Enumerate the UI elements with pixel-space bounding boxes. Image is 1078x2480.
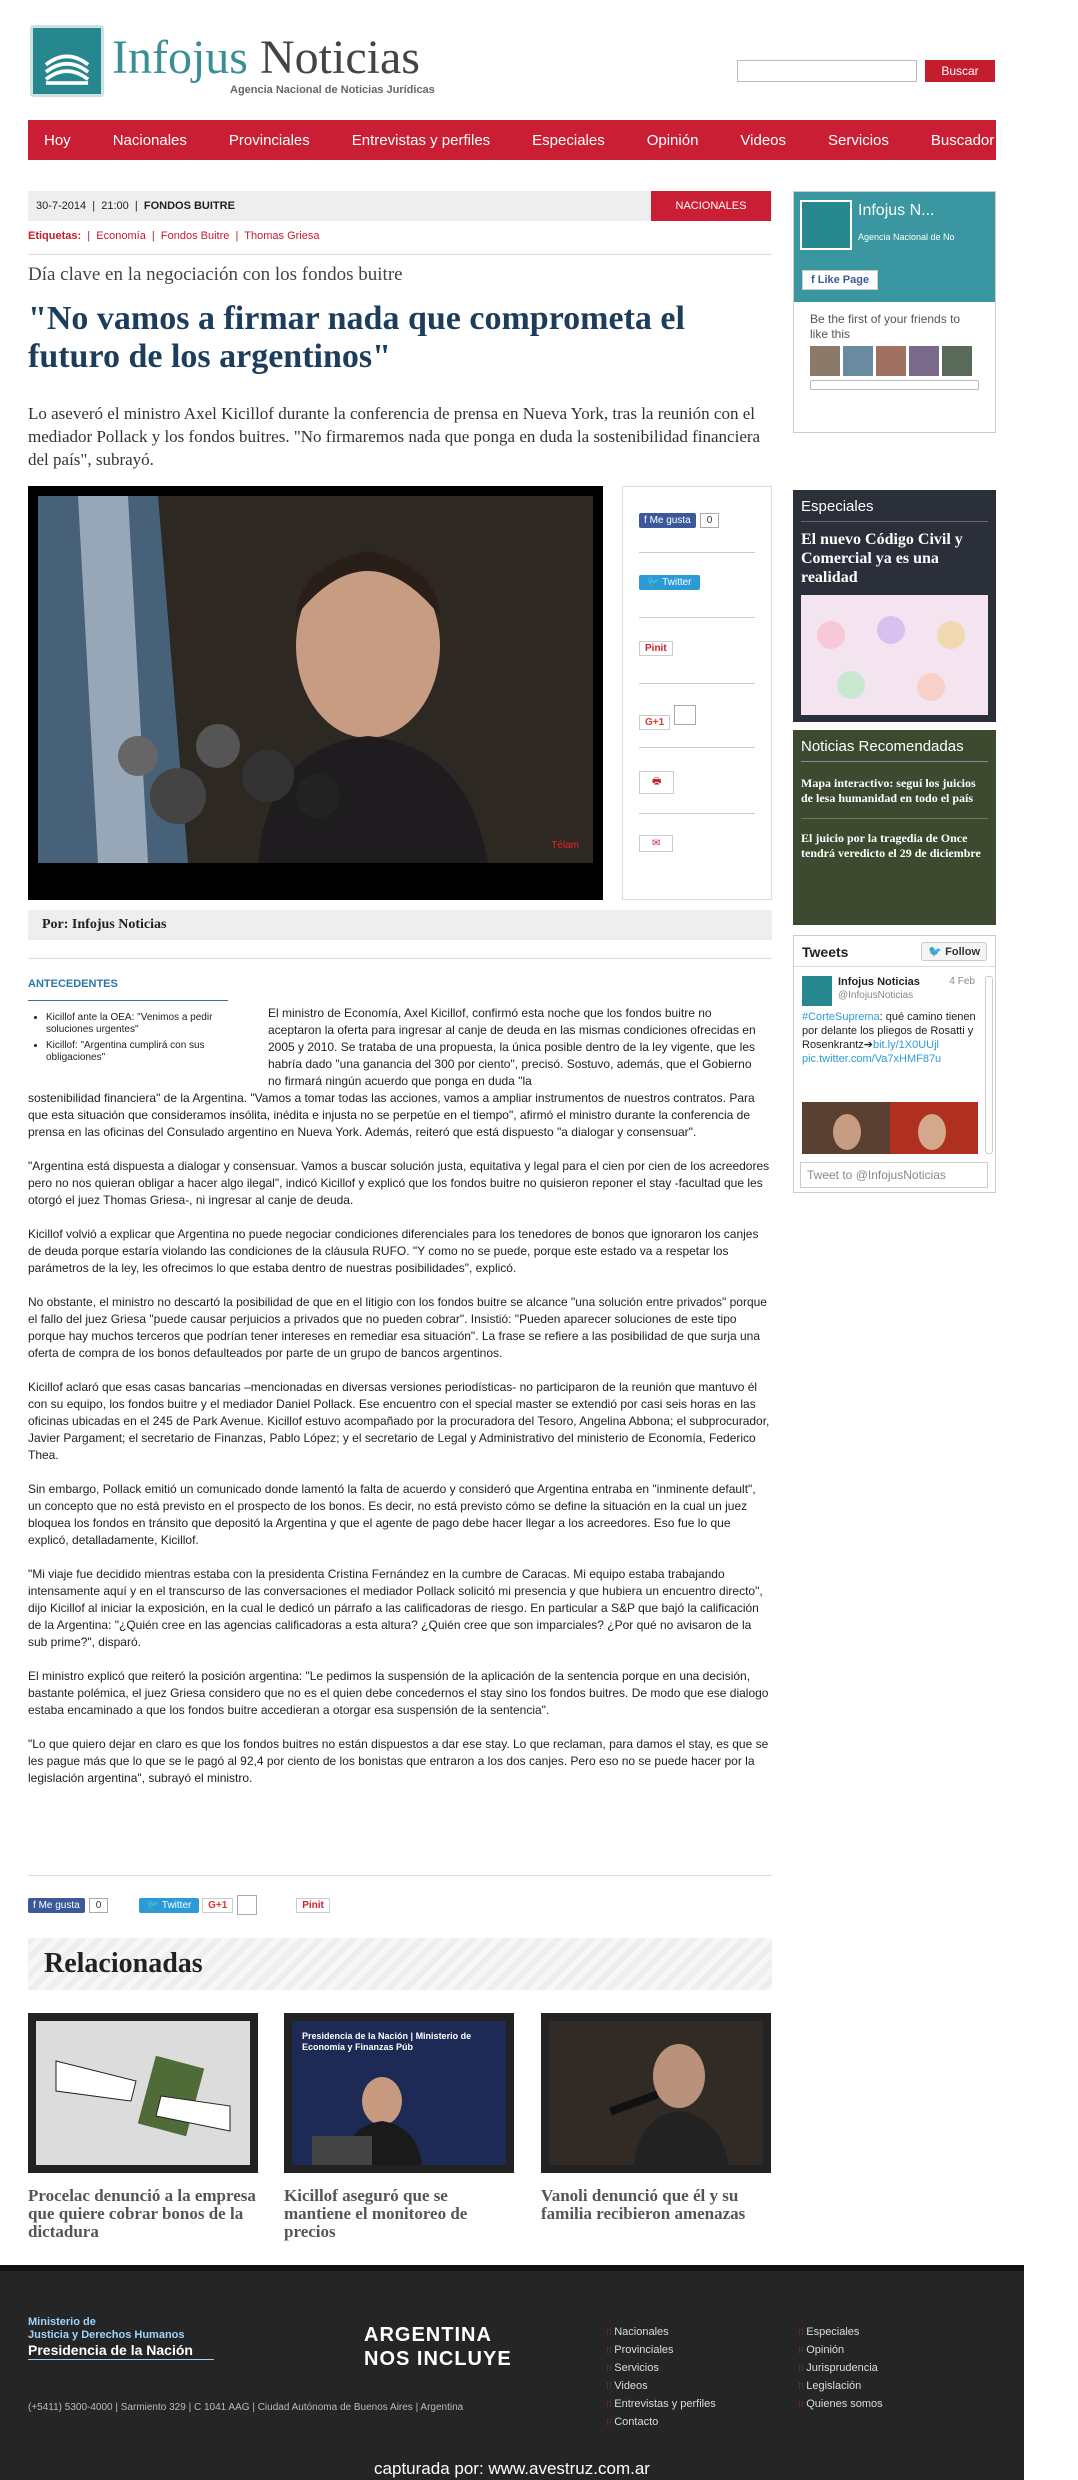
official-speaking-image: [549, 2021, 763, 2165]
article-time: 21:00: [101, 200, 129, 212]
book-logo-icon: [33, 28, 101, 94]
article-paragraph: "Argentina está dispuesta a dialogar y consensuar. Vamos a buscar solución justa, equitativa y legal para el cien por cien de los acreedores pero no nos quieran obligar a hacer algo ilegal", indicó Kicillof y explicó que los fondos buitre no quisieron reponer el stay -facultad que les otorgó el juez Thomas Griesa-, ni ingresar al canje de deuda.: [28, 1159, 770, 1207]
article-paragraph: El ministro explicó que reiteró la posición argentina: "Le pedimos la suspensión de la aplicación de la sentencia porque en una decisión, bastante polémica, el juez Griesa considero que no es el quien debe concedernos el stay sino los fondos buitres. De modo que ese dialogo estaba encaminado a que los fondos buitre accedieran a otorgar esa suspensión de la sentencia".: [28, 1669, 769, 1717]
search-button[interactable]: Buscar: [925, 60, 995, 82]
nav-item-videos[interactable]: Videos: [740, 131, 787, 149]
twitter-button[interactable]: [639, 575, 700, 590]
tw-label: Twitter: [662, 577, 692, 588]
article-paragraph: Sin embargo, Pollack emitió un comunicado donde lamentó la falta de acuerdo y consideró que Argentina entraba en "inminente default", un concepto que no está previsto en el prospecto de los bonos. Es decir, no está previsto cómo se define la situación en la cual un juez bloquea los fondos en tránsito que depositó la Argentina y que el agente de pago debe hacer llegar a los acreedores. Eso fue lo que explicó, detalladamente, Kicillof.: [28, 1482, 756, 1547]
article-paragraph: El ministro de Economía, Axel Kicillof, confirmó esta noche que los fondos buitre no aceptaron la oferta para ingresar al canje de deuda en las mismas condiciones ofrecidas en 2005 y 2010. Se trataba de una propuesta, la única posible dentro de la ley vigente, que les habría dado "una ganancia del 300 por ciento", precisó. Sostuvo, además, que el Gobierno no firmará ningún acuerdo que ponga en duda "la: [268, 1006, 756, 1088]
footer-link[interactable]: ⁝⁝ Provinciales: [606, 2341, 716, 2359]
recomendada-link[interactable]: El juicio por la tragedia de Once tendrá veredicto el 29 de diciembre: [801, 831, 981, 860]
pinterest-button[interactable]: Pinit: [639, 641, 673, 656]
especiales-title: Especiales: [801, 498, 988, 522]
fb-page-cover[interactable]: [794, 192, 995, 302]
section-badge[interactable]: NACIONALES: [651, 191, 771, 221]
slogan-line-2: NOS INCLUYE: [364, 2348, 512, 2370]
follow-button[interactable]: [921, 942, 987, 961]
twitter-icon: 🐦: [928, 946, 943, 958]
ministry-line-1: Ministerio de: [28, 2316, 96, 2328]
antecedentes-list: [36, 1012, 232, 1068]
avatar[interactable]: [876, 346, 906, 376]
tweet-hashtag[interactable]: #CorteSuprema: [802, 1011, 880, 1023]
especiales-headline[interactable]: El nuevo Código Civil y Comercial ya es una realidad: [801, 531, 963, 586]
divider: [639, 683, 755, 684]
article-date: 30-7-2014: [36, 200, 87, 212]
tweet-link[interactable]: bit.ly/1X0UUjl: [872, 1039, 940, 1051]
tweet-link[interactable]: pic.twitter.com/Va7xHMF87u: [802, 1053, 942, 1065]
main-nav: [28, 120, 1065, 160]
facebook-like-button[interactable]: [28, 1898, 85, 1913]
tag-link[interactable]: Economía: [96, 230, 146, 242]
related-image[interactable]: [541, 2013, 771, 2173]
like-count: 0: [89, 1898, 109, 1913]
like-count: 0: [700, 513, 720, 528]
related-card[interactable]: [541, 2013, 771, 2223]
nav-item-provinciales[interactable]: Provinciales: [228, 131, 310, 149]
nav-item-servicios[interactable]: Servicios: [828, 131, 889, 149]
capture-credit: capturada por: www.avestruz.com.ar: [374, 2459, 650, 2478]
gplus-count: [674, 705, 696, 725]
article-lead: Lo aseveró el ministro Axel Kicillof durante la conferencia de prensa en Nueva York, tras la reunión con el mediador Pollack y los fondos buitres. "No firmaremos nada que ponga en duda la sostenibilidad financiera del país", subrayó.: [28, 404, 761, 469]
article-photo: [28, 486, 603, 900]
article-meta-bar: 30-7-2014 | 21:00 | FONDOS BUITRE: [28, 191, 772, 221]
related-image[interactable]: [284, 2013, 514, 2173]
especiales-illustration[interactable]: [801, 595, 988, 715]
twitter-widget: [793, 935, 996, 1193]
related-heading: Relacionadas: [28, 1938, 772, 1990]
footer-links-col-1: [606, 2323, 716, 2431]
facebook-icon: f: [33, 1899, 36, 1911]
article-title: "No vamos a firmar nada que comprometa el futuro de los argentinos": [28, 300, 685, 375]
nav-item-buscador[interactable]: Buscador Avanzado: [930, 131, 1065, 149]
tags-row: Etiquetas: | Economía | Fondos Buitre | Thomas Griesa: [28, 230, 320, 242]
antecedente-link[interactable]: • Kicillof ante la OEA: "Venimos a pedir soluciones urgentes": [46, 1012, 232, 1036]
article-paragraph: sostenibilidad financiera" de la Argentina. "Vamos a tomar todas las acciones, vamos a ampliar instrumentos de nuestros contratos. Para que esta situación que consideramos insólita, inédita e injusta no se perpetúe en el tiempo", afirmó el ministro durante la conferencia de prensa en las oficinas del Consulado argentino en Nueva York. Además, reiteró que está dispuesto "a dialogar y consensuar".: [28, 1091, 755, 1139]
cartoon-characters-image: [801, 595, 988, 715]
tweet-input[interactable]: Tweet to @InfojusNoticias: [800, 1162, 988, 1188]
twitter-icon: 🐦: [647, 577, 660, 588]
tag-link[interactable]: Fondos Buitre: [160, 230, 230, 242]
footer-link[interactable]: ⁝⁝ Nacionales: [606, 2323, 716, 2341]
article-category: FONDOS BUITRE: [143, 200, 235, 212]
brand-name[interactable]: [112, 31, 420, 84]
presidency-label: Presidencia de la Nación: [28, 2344, 214, 2360]
divider: [639, 813, 755, 814]
tweets-title: Tweets: [802, 944, 849, 960]
article-paragraph: "Mi viaje fue decidido mientras estaba con la presidenta Cristina Fernández en la cumbre de Caracas. Mi equipo estaba trabajando intensamente aquí y en el transcurso de las conversaciones el mediador Pollack solicitó mi presencia y que hubiera un encuentro directo", dijo Kicillof al iniciar la exposición, en la cual le dedicó un párrafo a las calificadoras de riesgo. En particular a S&P que bajó la calificación de la Argentina: "¿Quién cree en las agencias calificadoras a esta altura? ¿Quién cree que son imparciales? ¿Por qué no avisaron de la sub prime?", disparó.: [28, 1567, 763, 1649]
tags-label: Etiquetas:: [28, 230, 82, 242]
fb-label: Me gusta: [38, 1899, 80, 1911]
fb-label: Me gusta: [649, 515, 691, 526]
hands-money-illustration: [36, 2021, 250, 2165]
tweet-body: : qué camino tienen por delante los pliegos de Rosatti y Rosenkrantz: [802, 1011, 976, 1051]
facebook-icon: f: [811, 274, 815, 286]
facebook-icon: f: [644, 515, 647, 526]
fb-page-subtitle: Agencia Nacional de No: [858, 232, 955, 242]
footer-link[interactable]: ⁝⁝ Videos: [606, 2377, 716, 2395]
article-paragraph: Kicillof volvió a explicar que Argentina no puede negociar condiciones diferenciales para los tenedores de bonos que ignoraron los canjes de deuda porque estaría violando las condiciones de la cláusula RUFO. "Y como no se puede, porque este estado va a respetar los parámetros de la ley, les ofrecimos lo que estaba dentro de nuestras posibilidades", explicó.: [28, 1227, 759, 1275]
print-icon[interactable]: 🖶: [639, 771, 674, 794]
related-card[interactable]: [284, 2013, 514, 2241]
facebook-page-widget: [793, 191, 996, 433]
photo-image: [38, 496, 593, 863]
fb-avatars: [794, 342, 995, 380]
divider: [801, 818, 988, 819]
related-card[interactable]: [28, 2013, 258, 2241]
nav-item-opinion[interactable]: Opinión: [646, 131, 699, 149]
bottom-share-bar: [28, 1895, 330, 1915]
slogan-line-1: ARGENTINA: [364, 2324, 492, 2346]
footer-link[interactable]: ⁝⁝ Servicios: [606, 2359, 716, 2377]
footer-link[interactable]: ⁝⁝ Legislación: [798, 2377, 883, 2395]
facebook-like-button[interactable]: [639, 513, 696, 528]
divider: [794, 966, 995, 967]
tweet-text: #CorteSuprema: qué camino tienen por delante los pliegos de Rosatti y Rosenkrantz➔bit.ly/1X0UUjl pic.twitter.com/Va7xHMF87u: [802, 1011, 976, 1065]
article-body: [28, 1090, 772, 1804]
article-paragraph: No obstante, el ministro no descartó la posibilidad de que en el litigio con los fondos buitre se alcance "una solución entre privados" porque el fallo del juez Griesa "puede causar perjuicios a privados que no pueden cobrar". Insistió: "Pueden aparecer soluciones de este tipo porque hay muchos terceros que podrían tener intereses en remediar esa situación". La frase se refiere a las posibilidad de que surja una oferta de compra de los bonos defaulteados por parte de un grupo de bancos argentinos.: [28, 1295, 767, 1360]
fb-scrollbar[interactable]: [810, 380, 979, 390]
fb-friends-text: Be the first of your friends to like this: [810, 312, 961, 341]
divider: [639, 617, 755, 618]
divider: [639, 747, 755, 748]
article-paragraph: Kicillof aclaró que esas casas bancarias –mencionadas en diversas versiones periodísticas- no participaron de la reunión que mantuvo él con su equipo, los fondos buitre y el mediador Daniel Pollack. Ese encuentro con el special master se extendió por casi seis horas en las oficinas ubicadas en el 245 de Park Avenue. Kicillof estuvo acompañado por la procuradora del Tesoro, Angelina Abbona; el subprocurador, Javier Pargament; el secretario de Finanzas, Pablo López; y el secretario de Legal y Administrativo del ministerio de Economía, Federico Thea.: [28, 1380, 770, 1462]
footer-link[interactable]: ⁝⁝ Quienes somos: [798, 2395, 883, 2413]
divider: [28, 1000, 228, 1001]
nav-item-nacionales[interactable]: Nacionales: [112, 131, 187, 149]
article-byline: Por: Infojus Noticias: [28, 910, 772, 940]
divider: [28, 958, 772, 959]
related-title[interactable]: Procelac denunció a la empresa que quiere cobrar bonos de la dictadura: [28, 2186, 256, 2241]
fb-like-page-button[interactable]: [802, 270, 878, 290]
tweet-handle[interactable]: @InfojusNoticias: [838, 990, 914, 1001]
footer-link[interactable]: ⁝⁝ Entrevistas y perfiles: [606, 2395, 716, 2413]
avatar[interactable]: [802, 976, 832, 1006]
page-logo-icon: [800, 200, 852, 250]
brand-subtitle: Agencia Nacional de Noticias Jurídicas: [230, 84, 435, 96]
google-plus-button[interactable]: G+1: [202, 1898, 233, 1913]
divider: [28, 1875, 772, 1876]
footer-link[interactable]: ⁝⁝ Opinión: [798, 2341, 883, 2359]
brand-part-2: Noticias: [259, 31, 420, 84]
avatar[interactable]: [909, 346, 939, 376]
nav-item-especiales[interactable]: Especiales: [532, 131, 605, 149]
avatar[interactable]: [810, 346, 840, 376]
tweet-date[interactable]: 4 Feb: [949, 976, 975, 987]
footer-link[interactable]: ⁝⁝ Jurisprudencia: [798, 2359, 883, 2377]
tag-link[interactable]: Thomas Griesa: [244, 230, 320, 242]
nav-item-entrevistas[interactable]: Entrevistas y perfiles: [351, 131, 491, 149]
divider: [639, 552, 755, 553]
avatar[interactable]: [942, 346, 972, 376]
press-conference-image: [38, 496, 593, 863]
brand-part-1: Infojus: [112, 31, 248, 84]
ministry-line-2: Justicia y Derechos Humanos: [28, 2329, 185, 2341]
twitter-button[interactable]: [139, 1898, 200, 1913]
related-title[interactable]: Kicillof aseguró que se mantiene el monitoreo de precios: [284, 2186, 468, 2241]
related-title[interactable]: Vanoli denunció que él y su familia recibieron amenazas: [541, 2186, 746, 2223]
share-panel: [622, 486, 772, 900]
footer-contact: (+5411) 5300-4000 | Sarmiento 329 | C 1041 AAG | Ciudad Autónoma de Buenos Aires | Argentina: [28, 2402, 464, 2413]
follow-label: Follow: [945, 946, 980, 958]
ministry-logo[interactable]: [28, 2316, 214, 2360]
site-logo[interactable]: [30, 25, 104, 97]
recomendadas-box: [793, 730, 996, 925]
related-image[interactable]: [28, 2013, 258, 2173]
image-caption-text: Presidencia de la Nación | Ministerio de Economía y Finanzas Púb: [302, 2031, 472, 2052]
gplus-count: [237, 1895, 257, 1915]
photo-credit: Télam: [551, 840, 579, 851]
antecedente-link[interactable]: • Kicillof: "Argentina cumplirá con sus obligaciones": [46, 1040, 232, 1064]
slogan: [364, 2323, 512, 2371]
tw-label: Twitter: [161, 1899, 192, 1911]
nav-item-hoy[interactable]: Hoy: [44, 131, 71, 149]
email-icon[interactable]: ✉: [639, 835, 673, 852]
minister-podium-image: [292, 2021, 506, 2165]
especiales-box: [793, 490, 996, 722]
tweet-user[interactable]: Infojus Noticias: [838, 976, 920, 988]
like-page-label: Like Page: [817, 274, 870, 286]
recomendadas-title: Noticias Recomendadas: [801, 738, 988, 762]
tweet-scrollbar[interactable]: [985, 976, 993, 1154]
two-men-photo: [802, 1102, 978, 1154]
fb-page-name[interactable]: Infojus N...: [858, 202, 935, 219]
footer-links-col-2: [798, 2323, 883, 2413]
tweet-image[interactable]: [802, 1102, 978, 1154]
recomendada-link[interactable]: Mapa interactivo: seguí los juicios de lesa humanidad en todo el país: [801, 776, 976, 805]
footer-link[interactable]: ⁝⁝ Especiales: [798, 2323, 883, 2341]
twitter-icon: 🐦: [146, 1899, 160, 1911]
pinterest-button[interactable]: Pinit: [296, 1898, 330, 1913]
search-input[interactable]: [737, 60, 917, 82]
article-kicker: Día clave en la negociación con los fondos buitre: [28, 264, 403, 285]
divider: [28, 254, 772, 255]
footer: [0, 2265, 1024, 2480]
article-paragraph: "Lo que quiero dejar en claro es que los fondos buitres no están dispuestos a dar ese stay. Lo que reclaman, para damos el stay, es que se les pague más que lo que se le pagó al 92,4 por ciento de los bonistas que entraron a los dos canjes. Pero eso no se puede hacer por la legislación argentina", subrayó el ministro.: [28, 1737, 769, 1785]
google-plus-button[interactable]: G+1: [639, 715, 670, 730]
antecedentes-title: ANTECEDENTES: [28, 978, 118, 990]
footer-link[interactable]: ⁝⁝ Contacto: [606, 2413, 716, 2431]
avatar[interactable]: [843, 346, 873, 376]
